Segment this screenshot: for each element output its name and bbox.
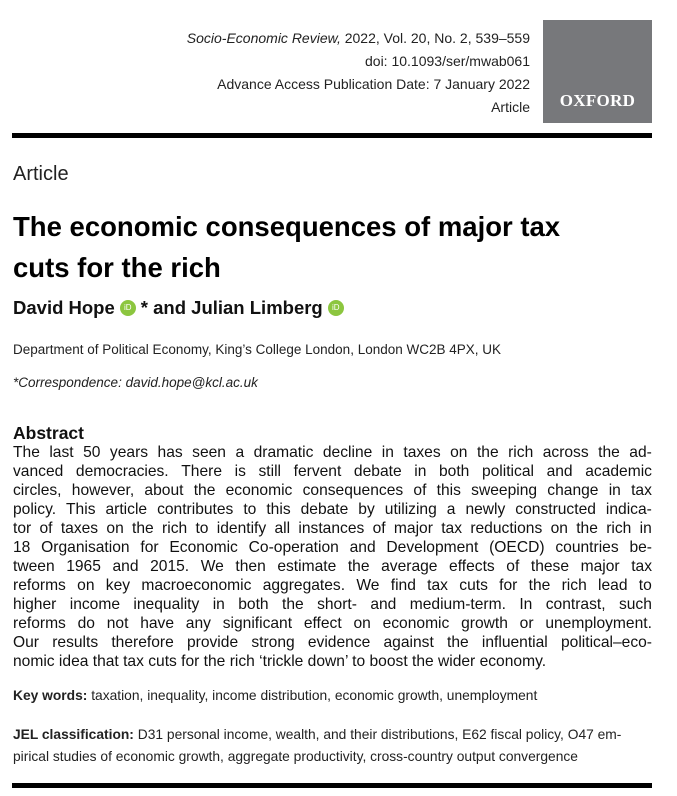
bottom-rule: [12, 783, 652, 788]
abstract-line: tween 1965 and 2015. We then estimate the average effects of these major tax: [13, 558, 652, 575]
jel-line: pirical studies of economic growth, aggregate productivity, cross-country output convergence: [13, 749, 578, 764]
abstract-line: reforms do not have any significant effect on economic growth or unemployment.: [13, 615, 652, 632]
abstract-line: circles, however, about the economic consequences of this sweeping change in tax: [13, 482, 652, 499]
authors: [13, 297, 344, 319]
keywords: [13, 688, 537, 703]
publication-date: Advance Access Publication Date: 7 January 2022: [217, 76, 530, 92]
affiliation: Department of Political Economy, King’s College London, London WC2B 4PX, UK: [13, 342, 502, 357]
page-title: [13, 206, 560, 288]
abstract-heading: Abstract: [13, 423, 84, 443]
oxford-logo: OXFORD: [543, 20, 652, 123]
abstract-line: higher income inequality in both the short- and medium-term. In contrast, such: [13, 596, 652, 613]
correspondence: *Correspondence: david.hope@kcl.ac.uk: [13, 375, 258, 390]
abstract-body: [13, 443, 652, 671]
title-line: The economic consequences of major tax: [13, 211, 561, 242]
jel-value: D31 personal income, wealth, and their distributions, E62 fiscal policy, O47 em-: [137, 727, 622, 742]
author-name: David Hope: [13, 297, 115, 318]
article-type: Article: [13, 163, 69, 185]
journal-name: Socio-Economic Review,: [186, 30, 341, 46]
abstract-line: The last 50 years has seen a dramatic decline in taxes on the rich across the ad-: [13, 444, 652, 461]
keywords-value: taxation, inequality, income distribution, economic growth, unemployment: [87, 688, 538, 703]
abstract-line: reforms on key macroeconomic aggregates. We find tax cuts for the rich lead to: [13, 577, 652, 594]
citation-details: 2022, Vol. 20, No. 2, 539–559: [340, 30, 530, 46]
abstract-line: tor of taxes on the rich to identify all instances of major tax reductions on the rich in: [13, 520, 652, 537]
author-name: * and Julian Limberg: [140, 297, 323, 318]
jel-classification: [13, 724, 652, 768]
abstract-line: nomic idea that tax cuts for the rich ‘trickle down’ to boost the wider economy.: [13, 653, 547, 670]
jel-label: JEL classification:: [13, 727, 134, 742]
abstract-line: vanced democracies. There is still fervent debate in both political and academic: [13, 463, 652, 480]
keywords-label: Key words:: [13, 688, 88, 703]
orcid-icon[interactable]: iD: [120, 300, 136, 316]
journal-citation: [187, 30, 530, 47]
doi: doi: 10.1093/ser/mwab061: [365, 53, 530, 69]
abstract-line: Our results therefore provide strong evidence against the influential political–eco-: [13, 634, 652, 651]
orcid-icon[interactable]: iD: [328, 300, 344, 316]
title-line: cuts for the rich: [13, 252, 221, 283]
top-rule: [12, 133, 652, 138]
abstract-line: 18 Organisation for Economic Co-operation and Development (OECD) countries be-: [13, 539, 652, 556]
jel-line: [13, 724, 652, 746]
abstract-line: policy. This article contributes to this debate by utilizing a newly constructed indica-: [13, 501, 652, 518]
header-article-type: Article: [491, 99, 530, 115]
